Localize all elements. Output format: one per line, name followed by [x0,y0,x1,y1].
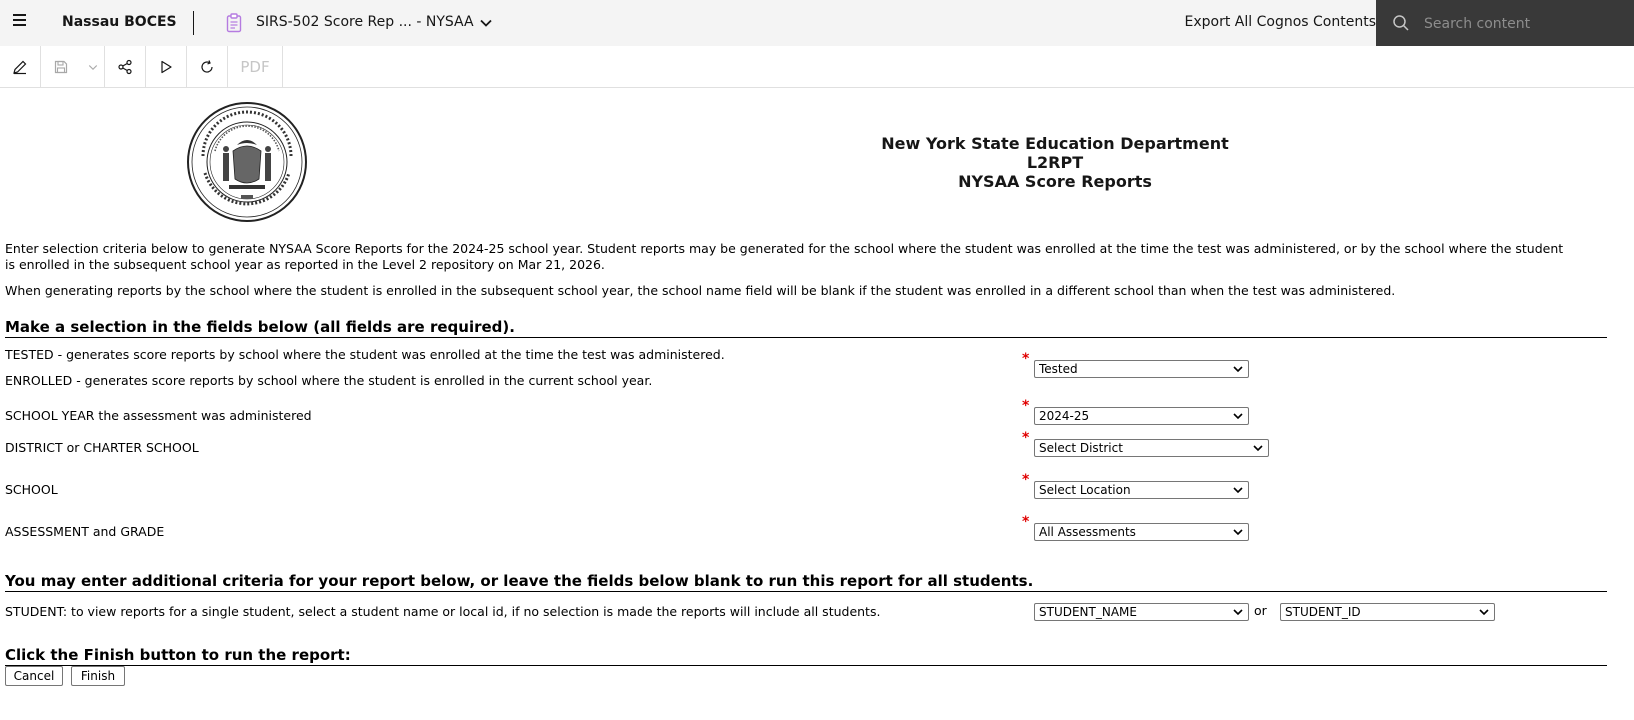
district-value: Select District [1039,441,1123,455]
school-year-value: 2024-25 [1039,409,1090,423]
app-header [0,0,1634,47]
cancel-button[interactable]: Cancel [5,666,63,686]
student-label: STUDENT: to view reports for a single student, select a student name or local id, if no selection is made the reports will include all students. [5,604,881,619]
required-marker: * [1022,430,1030,446]
school-select[interactable] [1034,481,1249,499]
refresh-icon [199,59,215,75]
chevron-down-icon [1232,526,1244,538]
ny-state-seal-image [185,101,309,223]
save-options-dropdown[interactable] [81,46,105,87]
report-header-titles [850,134,1260,191]
report-heading-department: New York State Education Department [881,134,1229,153]
chevron-down-icon [1252,442,1264,454]
chevron-down-icon [1232,606,1244,618]
school-year-select[interactable] [1034,407,1249,425]
student-id-select[interactable] [1280,603,1495,621]
school-value: Select Location [1039,483,1131,497]
chevron-down-icon [1478,606,1490,618]
student-id-value: STUDENT_ID [1285,605,1361,619]
report-type-select[interactable] [1034,360,1249,378]
intro-paragraph-2: When generating reports by the school where the student is enrolled in the subsequent school year, the school name field will be blank if the student was enrolled in a different school than when the test was administered. [5,283,1396,298]
report-title-tab[interactable]: SIRS-502 Score Rep ... - NYSAA [256,14,474,30]
school-year-label: SCHOOL YEAR the assessment was administered [5,408,312,423]
assessment-value: All Assessments [1039,525,1136,539]
required-marker: * [1022,398,1030,414]
clipboard-report-icon [226,13,242,33]
required-marker: * [1022,514,1030,530]
pencil-icon [12,59,28,75]
section-heading-finish: Click the Finish button to run the report: [5,646,1607,666]
or-separator: or [1254,603,1267,618]
export-all-cognos-link[interactable]: Export All Cognos Contents [1184,14,1376,30]
section-heading-required: Make a selection in the fields below (all fields are required). [5,318,1607,338]
intro-paragraph-1: Enter selection criteria below to generate NYSAA Score Reports for the 2024-25 school year. Student reports may be generated for the school where the student was enrolled at the time the test was administered, or by the school where the student is enrolled in the subsequent school year as reported in the Level 2 repository on Mar 21, 2026. [5,241,1564,272]
report-type-value: Tested [1039,362,1078,376]
district-select[interactable] [1034,439,1269,457]
chevron-down-icon [1232,363,1244,375]
student-name-select[interactable] [1034,603,1249,621]
search-box [1376,0,1634,46]
assessment-select[interactable] [1034,523,1249,541]
report-heading-name: NYSAA Score Reports [958,172,1152,191]
assessment-label: ASSESSMENT and GRADE [5,524,165,539]
student-name-value: STUDENT_NAME [1039,605,1137,619]
chevron-down-icon[interactable] [478,15,494,31]
section-heading-optional: You may enter additional criteria for your report below, or leave the fields below blank to run this report for all students. [5,572,1607,592]
search-icon [1392,14,1410,32]
search-input[interactable] [1422,11,1626,37]
school-label: SCHOOL [5,482,58,497]
menu-icon[interactable] [13,14,29,30]
pdf-button[interactable] [228,46,283,87]
chevron-down-icon [1232,484,1244,496]
save-button[interactable] [41,46,81,87]
refresh-button[interactable] [187,46,228,87]
share-icon [117,59,133,75]
district-label: DISTRICT or CHARTER SCHOOL [5,440,199,455]
edit-button[interactable] [0,46,41,87]
tested-description: TESTED - generates score reports by school where the student was enrolled at the time the test was administered. [5,347,725,362]
required-marker: * [1022,351,1030,367]
enrolled-description: ENROLLED - generates score reports by school where the student is enrolled in the current school year. [5,373,653,388]
save-icon [53,59,69,75]
required-marker: * [1022,472,1030,488]
share-button[interactable] [105,46,146,87]
chevron-down-icon [1232,410,1244,422]
report-toolbar [0,46,1634,88]
finish-button[interactable]: Finish [71,666,125,686]
play-icon [158,59,174,75]
run-button[interactable] [146,46,187,87]
chevron-down-icon [87,61,99,73]
header-divider [193,11,194,35]
org-name: Nassau BOCES [62,14,177,30]
pdf-label: PDF [240,57,270,76]
report-heading-code: L2RPT [1026,153,1084,172]
